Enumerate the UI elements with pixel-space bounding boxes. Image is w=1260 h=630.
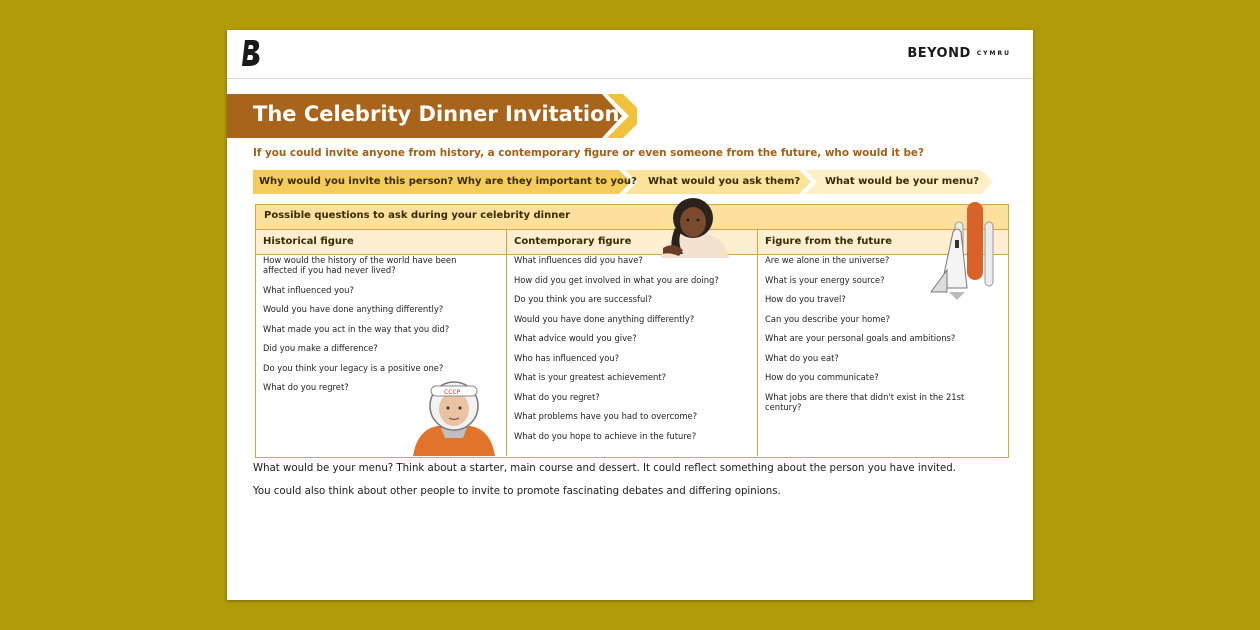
brand-name: BEYOND — [907, 46, 971, 61]
list-item: Would you have done anything differently? — [514, 313, 695, 324]
intro-question: If you could invite anyone from history, a contemporary figure or even someone from the future, who would it be? — [253, 147, 924, 159]
brand-sub: CYMRU — [976, 50, 1011, 57]
table-heading: Possible questions to ask during your celebrity dinner — [264, 210, 571, 221]
list-item: Do you think you are successful? — [514, 294, 653, 304]
worksheet-page — [227, 30, 1033, 600]
footer-text-menu: What would be your menu? Think about a starter, main course and dessert. It could reflect something about the person you have invited. — [253, 463, 957, 474]
brand-logo-text — [907, 46, 1011, 61]
list-item: What made you act in the way that you did? — [263, 323, 450, 334]
list-item: Are we alone in the universe? — [765, 255, 890, 265]
list-item: What influenced you? — [263, 284, 354, 295]
column-header-historical — [256, 230, 506, 255]
list-item: What do you regret? — [514, 391, 600, 402]
list-item: What influences did you have? — [514, 255, 643, 265]
woman-portrait-illustration — [655, 198, 731, 258]
list-item: What jobs are there that didn't exist in the 21st century? — [765, 391, 965, 412]
list-item: What is your energy source? — [765, 274, 885, 285]
list-item: Did you make a difference? — [263, 343, 378, 353]
list-item: Can you describe your home? — [765, 313, 891, 324]
table-heading-row — [256, 205, 1008, 230]
space-shuttle-illustration — [927, 192, 997, 306]
list-item: What do you regret? — [263, 382, 349, 392]
list-item: Would you have done anything differently? — [263, 304, 444, 314]
column-title: Figure from the future — [765, 236, 893, 247]
footer-text-debate: You could also think about other people to invite to promote fascinating debates and differing opinions. — [253, 486, 781, 497]
step-3-label: What would be your menu? — [825, 176, 980, 187]
step-1-label: Why would you invite this person? Why are they important to you? — [259, 176, 637, 187]
svg-text:CCCP: CCCP — [444, 389, 461, 396]
list-item: How do you communicate? — [765, 372, 879, 382]
questions-table — [255, 204, 1009, 458]
astronaut-illustration — [411, 378, 497, 456]
list-item: How do you travel? — [765, 294, 846, 304]
list-item: What problems have you had to overcome? — [514, 411, 698, 421]
list-item: How did you get involved in what you are doing? — [514, 274, 719, 285]
list-item: How would the history of the world have been affected if you had never lived? — [263, 255, 457, 275]
list-item: Who has influenced you? — [514, 352, 620, 363]
header-bar — [227, 30, 1033, 79]
list-item: Do you think your legacy is a positive one? — [263, 362, 444, 373]
list-item: What are your personal goals and ambitions? — [765, 333, 956, 343]
list-item: What do you eat? — [765, 352, 839, 363]
column-title: Historical figure — [263, 236, 354, 247]
page-title: The Celebrity Dinner Invitation — [253, 102, 620, 126]
beyond-b-logo-icon — [241, 39, 263, 67]
contemporary-questions — [507, 255, 757, 455]
step-2-label: What would you ask them? — [648, 176, 801, 187]
list-item: What do you hope to achieve in the future? — [514, 430, 697, 441]
list-item: What advice would you give? — [514, 333, 637, 343]
column-title: Contemporary figure — [514, 236, 632, 247]
list-item: What is your greatest achievement? — [514, 372, 667, 382]
